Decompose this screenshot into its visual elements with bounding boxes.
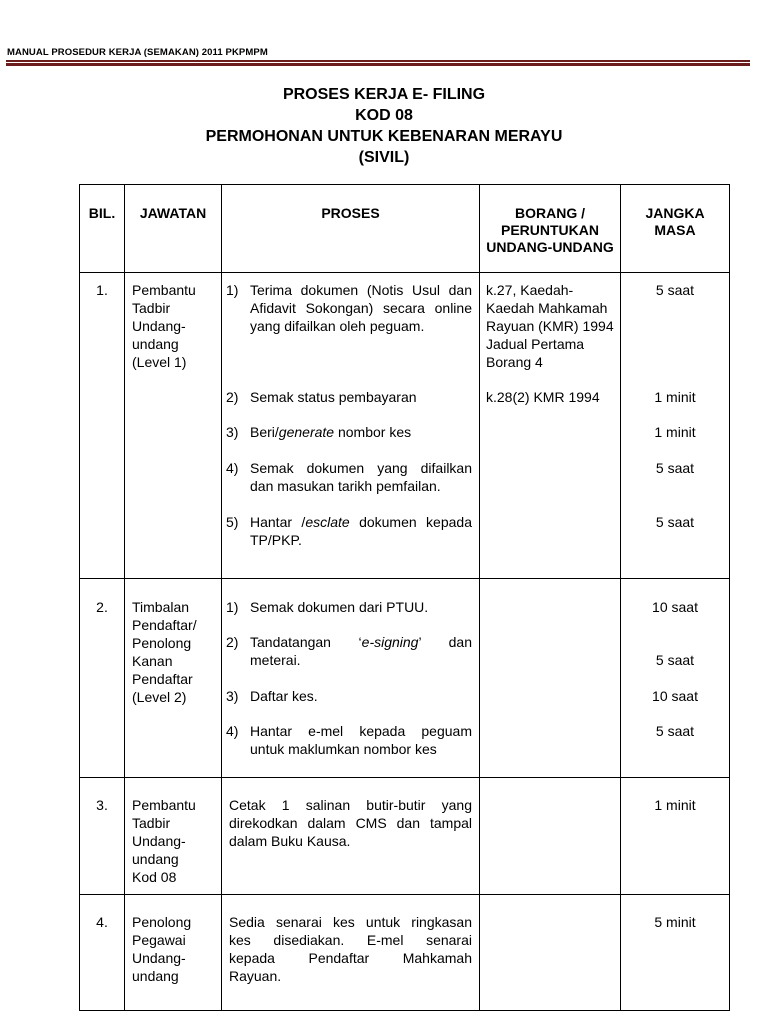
title-line-3: PERMOHONAN UNTUK KEBENARAN MERAYU: [205, 128, 563, 145]
table-row: [80, 579, 730, 778]
step-line: dalam Buku Kausa.: [229, 833, 351, 849]
title-line-1: PROSES KERJA E- FILING: [282, 86, 486, 103]
header-rule-thick: [6, 63, 750, 66]
step-line: [250, 633, 472, 651]
header-masa: [621, 185, 730, 273]
jawatan-line: Undang-: [132, 318, 186, 334]
row-jawatan: [132, 913, 191, 985]
jawatan-line: undang: [132, 336, 179, 352]
masa-value: 5 minit: [654, 914, 696, 930]
jawatan-line: Pembantu: [132, 282, 196, 298]
step-number: 1): [226, 282, 239, 298]
header-masa-line: JANGKA: [645, 205, 705, 221]
step-line: Semak dokumen yang difailkan: [250, 460, 472, 476]
header-proses: PROSES: [222, 185, 480, 273]
jawatan-line: Undang-: [132, 950, 186, 966]
step-text: [229, 913, 472, 985]
step-number: 1): [226, 599, 239, 615]
step-text-part: Tandatangan ‘: [250, 634, 362, 650]
step-line: kepada Pendaftar Mahkamah: [229, 950, 472, 966]
masa-value: 1 minit: [654, 424, 696, 440]
step-text-italic: esclate: [305, 514, 350, 530]
header-borang-line: BORANG /: [515, 205, 585, 221]
step-number: 2): [226, 634, 239, 650]
row-masa-cell: [621, 895, 730, 1011]
step-text-part: ’ dan: [418, 634, 473, 650]
row-jawatan: [132, 796, 196, 886]
borang-line: Rayuan (KMR) 1994: [486, 318, 614, 334]
header-bil: BIL.: [80, 185, 125, 273]
row-bil-cell: [80, 778, 125, 895]
masa-value: 5 saat: [655, 460, 695, 476]
step-line: Rayuan.: [229, 968, 282, 984]
masa-value: 10 saat: [652, 599, 698, 615]
row-bil-cell: [80, 273, 125, 579]
step-line: direkodkan dalam CMS dan tampal: [229, 815, 472, 831]
step-text-italic: e-signing: [361, 634, 419, 650]
jawatan-line: Pembantu: [132, 797, 196, 813]
table-row: [80, 778, 730, 895]
table-row: [80, 895, 730, 1011]
borang-text: [486, 281, 616, 371]
step-number: 2): [226, 389, 239, 405]
step-line: TP/PKP.: [250, 532, 302, 548]
jawatan-line: (Level 2): [132, 689, 187, 705]
masa-value: 5 saat: [655, 723, 695, 739]
row-bil: 1.: [96, 282, 108, 298]
jawatan-line: Tadbir: [132, 815, 171, 831]
step-line: kes disediakan. E-mel senarai: [229, 932, 472, 948]
step-text: Semak status pembayaran: [250, 389, 417, 405]
row-bil: 4.: [96, 914, 108, 930]
header-borang-line: UNDANG-UNDANG: [486, 239, 614, 255]
step-line: yang difailkan oleh peguam.: [250, 318, 425, 334]
row-borang-cell: [480, 273, 621, 579]
row-proses-cell: [222, 778, 480, 895]
row-jawatan-cell: [125, 895, 222, 1011]
masa-value: 10 saat: [652, 688, 698, 704]
running-header: MANUAL PROSEDUR KERJA (SEMAKAN) 2011 PKPMPM: [7, 47, 268, 58]
step-line: [250, 513, 472, 531]
step-text-part: Hantar /: [250, 514, 306, 530]
step-text-part: dokumen kepada: [349, 514, 472, 530]
row-jawatan-cell: [125, 273, 222, 579]
step-line: Hantar e-mel kepada peguam: [250, 723, 472, 739]
step-line: Sedia senarai kes untuk ringkasan: [229, 914, 472, 930]
borang-line: k.27, Kaedah-: [486, 282, 574, 298]
step-line: untuk maklumkan nombor kes: [250, 741, 437, 757]
header-rule-thin: [6, 60, 750, 62]
jawatan-line: Penolong: [132, 914, 192, 930]
step-text-part: nombor kes: [334, 424, 412, 440]
title-line-2: KOD 08: [355, 107, 413, 124]
step-line: Cetak 1 salinan butir-butir yang: [229, 797, 472, 813]
step-text-part: Beri/: [250, 424, 279, 440]
title-line-4: (SIVIL): [358, 149, 410, 166]
header-jawatan: JAWATAN: [125, 185, 222, 273]
step-text: [250, 722, 472, 758]
step-text: [250, 513, 472, 549]
step-text: [229, 796, 472, 850]
row-bil: 3.: [96, 797, 108, 813]
table-header-row: [80, 185, 730, 273]
step-line: Terima dokumen (Notis Usul dan: [250, 282, 472, 298]
step-text: [250, 459, 472, 495]
borang-line: Borang 4: [486, 354, 543, 370]
jawatan-line: Undang-: [132, 833, 186, 849]
row-jawatan: [132, 598, 197, 706]
row-borang-cell: [480, 778, 621, 895]
document-title: [0, 84, 768, 168]
row-bil-cell: [80, 579, 125, 778]
jawatan-line: Penolong: [132, 635, 192, 651]
jawatan-line: undang: [132, 968, 179, 984]
row-masa-cell: [621, 778, 730, 895]
jawatan-line: Tadbir: [132, 300, 171, 316]
step-text: Daftar kes.: [250, 688, 318, 704]
borang-text: k.28(2) KMR 1994: [486, 389, 600, 405]
jawatan-line: Pegawai: [132, 932, 186, 948]
step-line: meterai.: [250, 652, 301, 668]
step-line: Afidavit Sokongan) secara online: [250, 300, 472, 316]
step-number: 5): [226, 514, 239, 530]
header-borang-line: PERUNTUKAN: [501, 222, 599, 238]
row-jawatan-cell: [125, 778, 222, 895]
row-borang-cell: [480, 579, 621, 778]
borang-line: Kaedah Mahkamah: [486, 300, 608, 316]
table-row: [80, 273, 730, 579]
jawatan-line: Kanan: [132, 653, 173, 669]
masa-value: 5 saat: [655, 514, 695, 530]
jawatan-line: Timbalan: [132, 599, 190, 615]
step-number: 3): [226, 688, 239, 704]
jawatan-line: Pendaftar/: [132, 617, 197, 633]
row-jawatan: [132, 281, 196, 371]
borang-line: Jadual Pertama: [486, 336, 585, 352]
step-text: [250, 423, 472, 441]
masa-value: 5 saat: [655, 282, 695, 298]
row-proses-cell: [222, 579, 480, 778]
step-number: 3): [226, 424, 239, 440]
row-masa-cell: [621, 273, 730, 579]
step-line: dan masukan tarikh pemfailan.: [250, 478, 441, 494]
row-proses-cell: [222, 895, 480, 1011]
row-jawatan-cell: [125, 579, 222, 778]
row-bil: 2.: [96, 599, 108, 615]
jawatan-line: (Level 1): [132, 354, 187, 370]
jawatan-line: Kod 08: [132, 869, 177, 885]
step-text: [250, 633, 472, 669]
row-borang-cell: [480, 895, 621, 1011]
jawatan-line: Pendaftar: [132, 671, 193, 687]
header-borang: [480, 185, 621, 273]
step-text: [250, 281, 472, 335]
jawatan-line: undang: [132, 851, 179, 867]
step-text-italic: generate: [278, 424, 335, 440]
masa-value: 5 saat: [655, 652, 695, 668]
row-masa-cell: [621, 579, 730, 778]
step-number: 4): [226, 460, 239, 476]
masa-value: 1 minit: [654, 797, 696, 813]
header-masa-line: MASA: [654, 222, 696, 238]
step-number: 4): [226, 723, 239, 739]
masa-value: 1 minit: [654, 389, 696, 405]
row-proses-cell: [222, 273, 480, 579]
process-table: [79, 184, 730, 1011]
step-text: Semak dokumen dari PTUU.: [250, 599, 429, 615]
row-bil-cell: [80, 895, 125, 1011]
